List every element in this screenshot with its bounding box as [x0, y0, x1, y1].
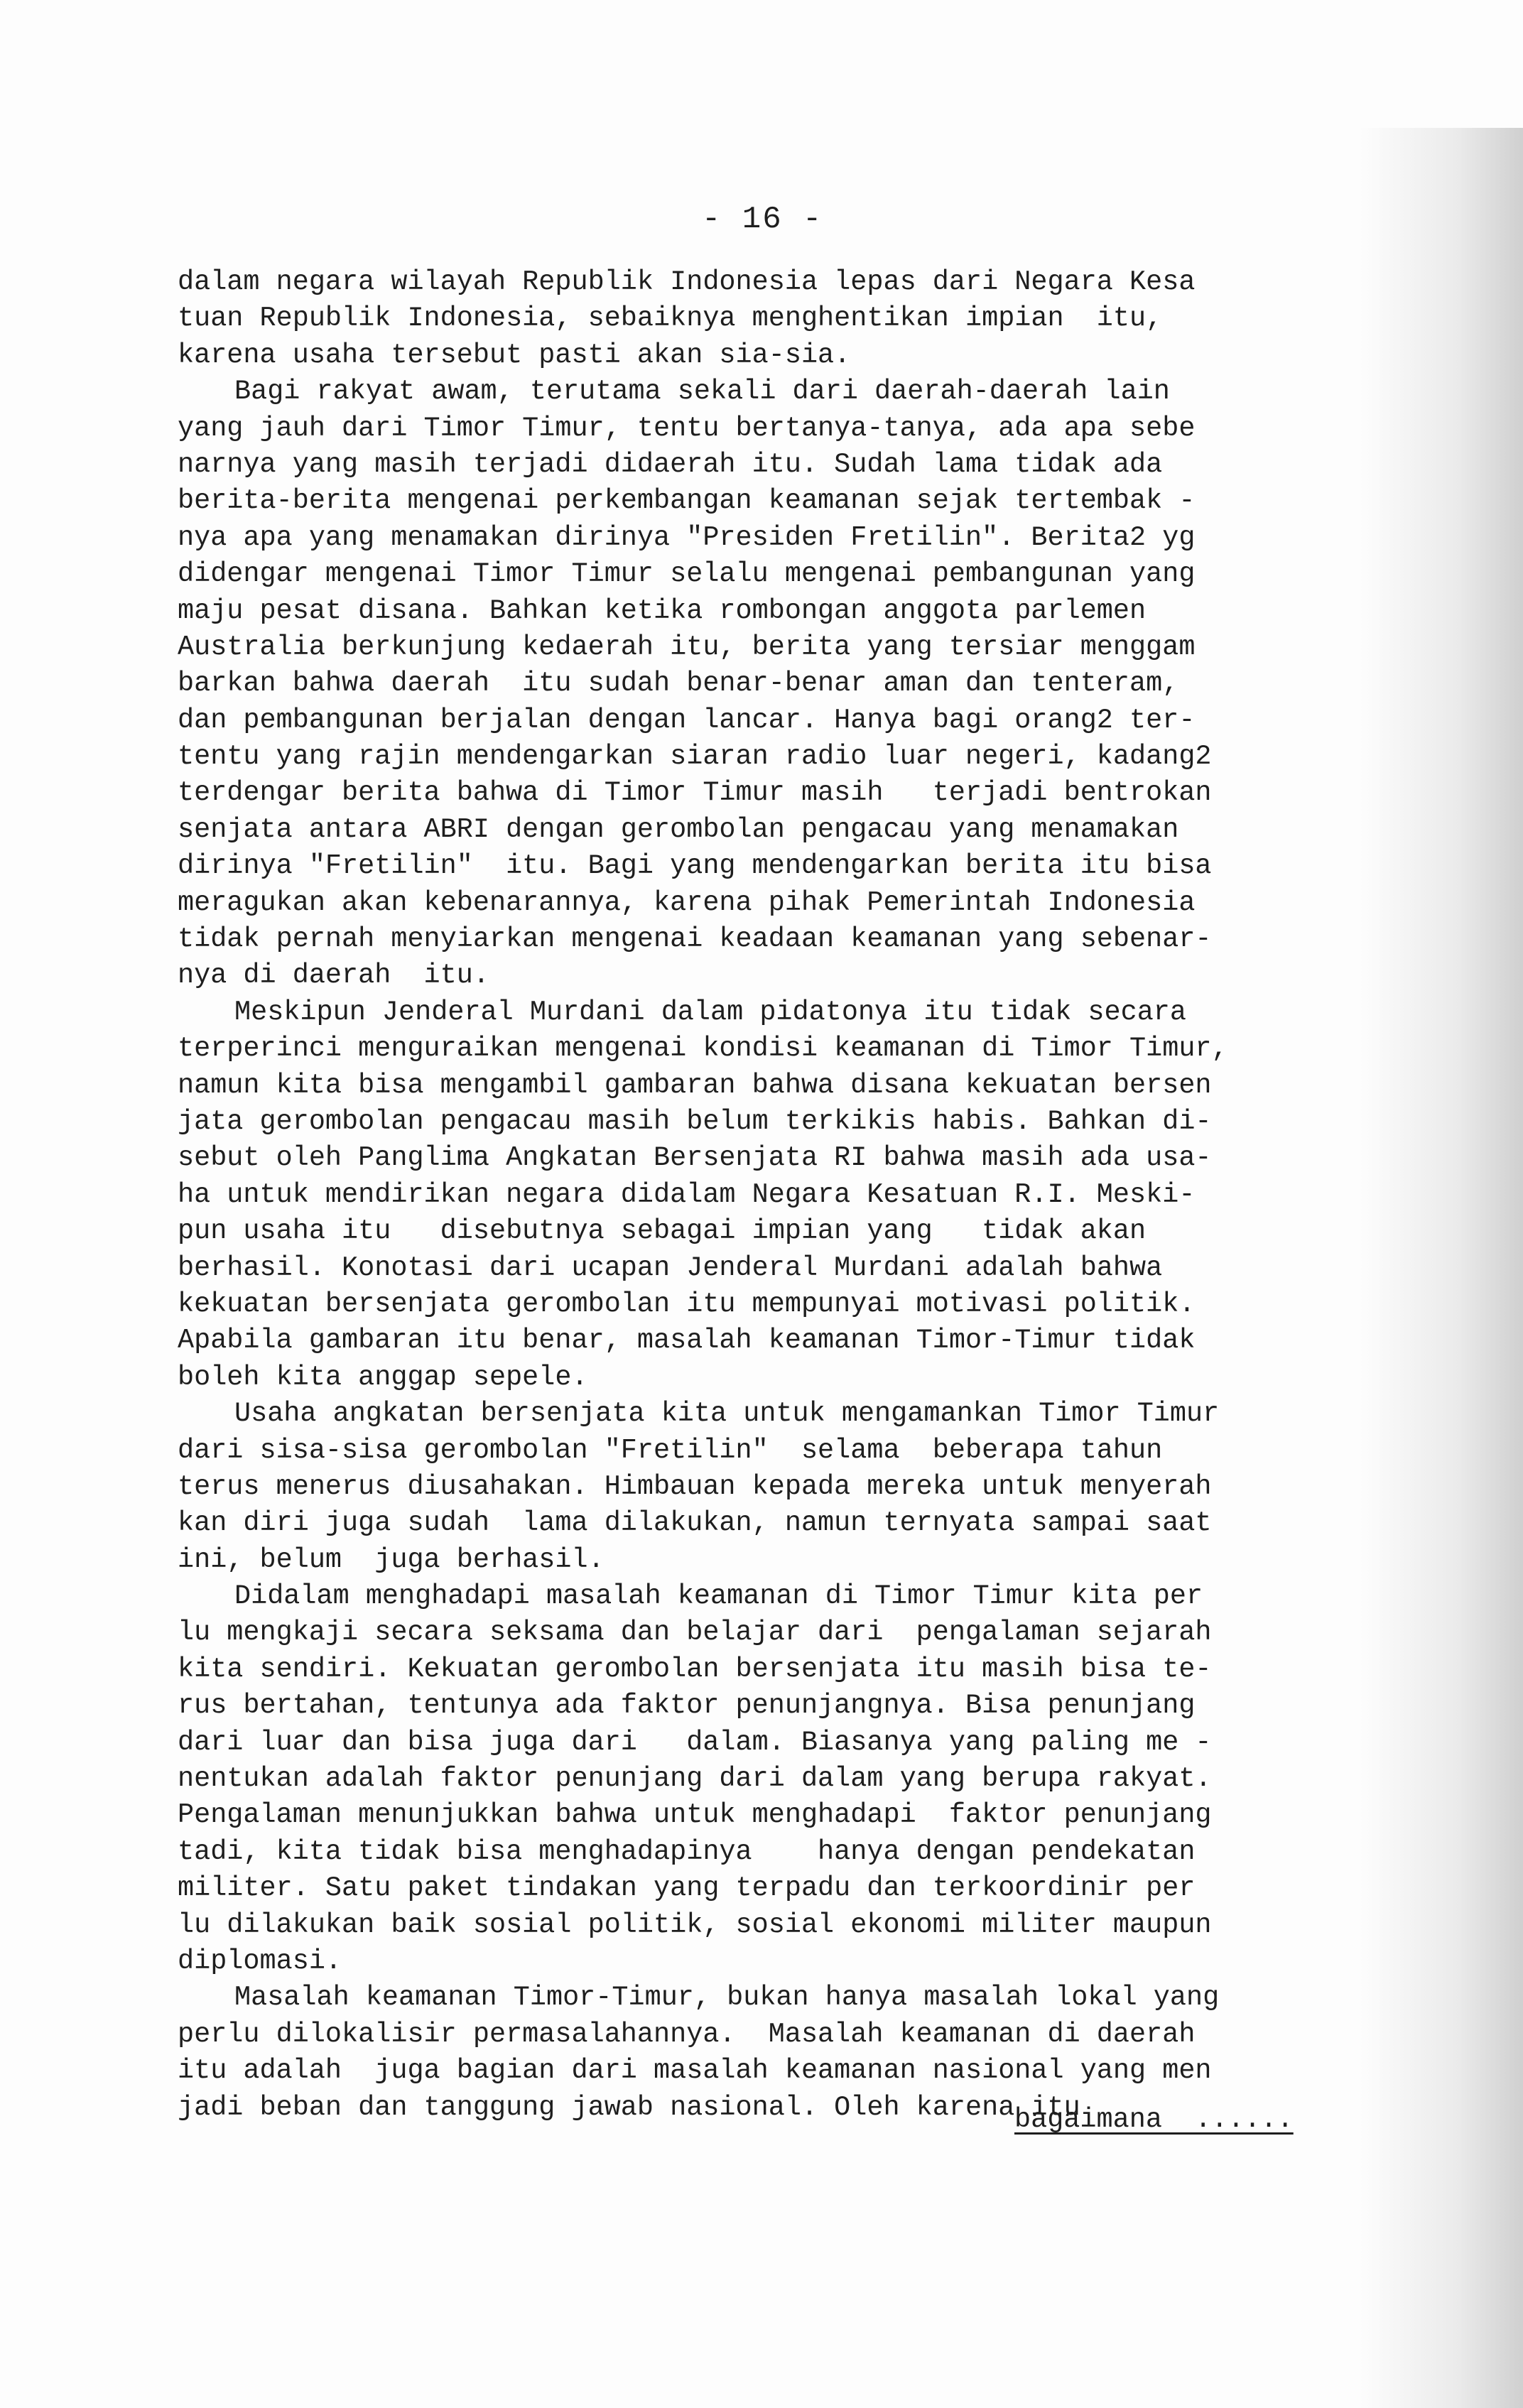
text-line: boleh kita anggap sepele.	[178, 1361, 588, 1393]
text-line: dan pembangunan berjalan dengan lancar. Hanya bagi orang2 ter-	[178, 704, 1196, 736]
text-line: dirinya "Fretilin" itu. Bagi yang mendengarkan berita itu bisa	[178, 850, 1212, 882]
text-line: Bagi rakyat awam, terutama sekali dari daerah-daerah lain	[234, 376, 1170, 408]
text-line: perlu dilokalisir permasalahannya. Masalah keamanan di daerah	[178, 2018, 1196, 2050]
text-line: Australia berkunjung kedaerah itu, berita yang tersiar menggam	[178, 631, 1196, 663]
text-line: jadi beban dan tanggung jawab nasional. Oleh karena itu	[178, 2091, 1080, 2123]
text-line: diplomasi.	[178, 1945, 342, 1977]
text-line: lu dilakukan baik sosial politik, sosial ekonomi militer maupun	[178, 1909, 1212, 1941]
text-line: kita sendiri. Kekuatan gerombolan bersenjata itu masih bisa te-	[178, 1653, 1212, 1685]
text-line: senjata antara ABRI dengan gerombolan pengacau yang menamakan	[178, 813, 1179, 845]
text-line: dari sisa-sisa gerombolan "Fretilin" selama beberapa tahun	[178, 1434, 1163, 1466]
page-number: - 16 -	[702, 202, 823, 237]
text-line: Meskipun Jenderal Murdani dalam pidatonya itu tidak secara	[234, 996, 1187, 1028]
text-line: yang jauh dari Timor Timur, tentu bertanya-tanya, ada apa sebe	[178, 412, 1196, 444]
text-line: dari luar dan bisa juga dari dalam. Biasanya yang paling me -	[178, 1726, 1212, 1758]
text-line: namun kita bisa mengambil gambaran bahwa disana kekuatan bersen	[178, 1069, 1212, 1101]
text-line: tidak pernah menyiarkan mengenai keadaan keamanan yang sebenar-	[178, 923, 1212, 955]
text-line: tuan Republik Indonesia, sebaiknya menghentikan impian itu,	[178, 303, 1163, 335]
text-line: lu mengkaji secara seksama dan belajar dari pengalaman sejarah	[178, 1617, 1212, 1649]
text-line: karena usaha tersebut pasti akan sia-sia.	[178, 339, 851, 371]
text-line: kekuatan bersenjata gerombolan itu mempunyai motivasi politik.	[178, 1288, 1196, 1320]
text-line: tentu yang rajin mendengarkan siaran radio luar negeri, kadang2	[178, 741, 1212, 773]
text-line: jata gerombolan pengacau masih belum terkikis habis. Bahkan di-	[178, 1105, 1212, 1137]
text-line: nentukan adalah faktor penunjang dari dalam yang berupa rakyat.	[178, 1763, 1212, 1795]
text-line: militer. Satu paket tindakan yang terpadu dan terkoordinir per	[178, 1872, 1196, 1904]
text-line: Didalam menghadapi masalah keamanan di Timor Timur kita per	[234, 1580, 1203, 1612]
catchword-footer: bagaimana ......	[1014, 2104, 1294, 2135]
text-line: pun usaha itu disebutnya sebagai impian yang tidak akan	[178, 1215, 1147, 1247]
text-line: Usaha angkatan bersenjata kita untuk mengamankan Timor Timur	[234, 1398, 1220, 1430]
text-line: sebut oleh Panglima Angkatan Bersenjata RI bahwa masih ada usa-	[178, 1142, 1212, 1174]
text-line: Apabila gambaran itu benar, masalah keamanan Timor-Timur tidak	[178, 1325, 1196, 1357]
body-text	[178, 264, 1357, 2126]
text-line: nya di daerah itu.	[178, 960, 489, 992]
text-line: berhasil. Konotasi dari ucapan Jenderal Murdani adalah bahwa	[178, 1252, 1163, 1284]
scan-edge-shadow	[1360, 128, 1523, 2408]
text-line: Pengalaman menunjukkan bahwa untuk menghadapi faktor penunjang	[178, 1799, 1212, 1831]
text-line: rus bertahan, tentunya ada faktor penunjangnya. Bisa penunjang	[178, 1690, 1196, 1722]
text-line: kan diri juga sudah lama dilakukan, namun ternyata sampai saat	[178, 1507, 1212, 1539]
text-line: nya apa yang menamakan dirinya "Presiden Fretilin". Berita2 yg	[178, 521, 1196, 553]
text-line: narnya yang masih terjadi didaerah itu. Sudah lama tidak ada	[178, 448, 1163, 480]
text-line: itu adalah juga bagian dari masalah keamanan nasional yang men	[178, 2055, 1212, 2087]
text-line: maju pesat disana. Bahkan ketika rombongan anggota parlemen	[178, 595, 1147, 627]
text-line: didengar mengenai Timor Timur selalu mengenai pembangunan yang	[178, 558, 1196, 590]
text-line: meragukan akan kebenarannya, karena pihak Pemerintah Indonesia	[178, 886, 1196, 918]
text-line: terperinci menguraikan mengenai kondisi keamanan di Timor Timur,	[178, 1033, 1228, 1065]
text-line: ini, belum juga berhasil.	[178, 1544, 605, 1575]
text-line: barkan bahwa daerah itu sudah benar-benar aman dan tenteram,	[178, 668, 1179, 700]
text-line: berita-berita mengenai perkembangan keamanan sejak tertembak -	[178, 485, 1196, 517]
text-line: tadi, kita tidak bisa menghadapinya hanya dengan pendekatan	[178, 1835, 1196, 1867]
text-line: terus menerus diusahakan. Himbauan kepada mereka untuk menyerah	[178, 1470, 1212, 1502]
text-line: dalam negara wilayah Republik Indonesia lepas dari Negara Kesa	[178, 266, 1196, 298]
text-line: ha untuk mendirikan negara didalam Negara Kesatuan R.I. Meski-	[178, 1178, 1196, 1210]
text-line: Masalah keamanan Timor-Timur, bukan hanya masalah lokal yang	[234, 1982, 1220, 2014]
text-line: terdengar berita bahwa di Timor Timur masih terjadi bentrokan	[178, 777, 1212, 809]
